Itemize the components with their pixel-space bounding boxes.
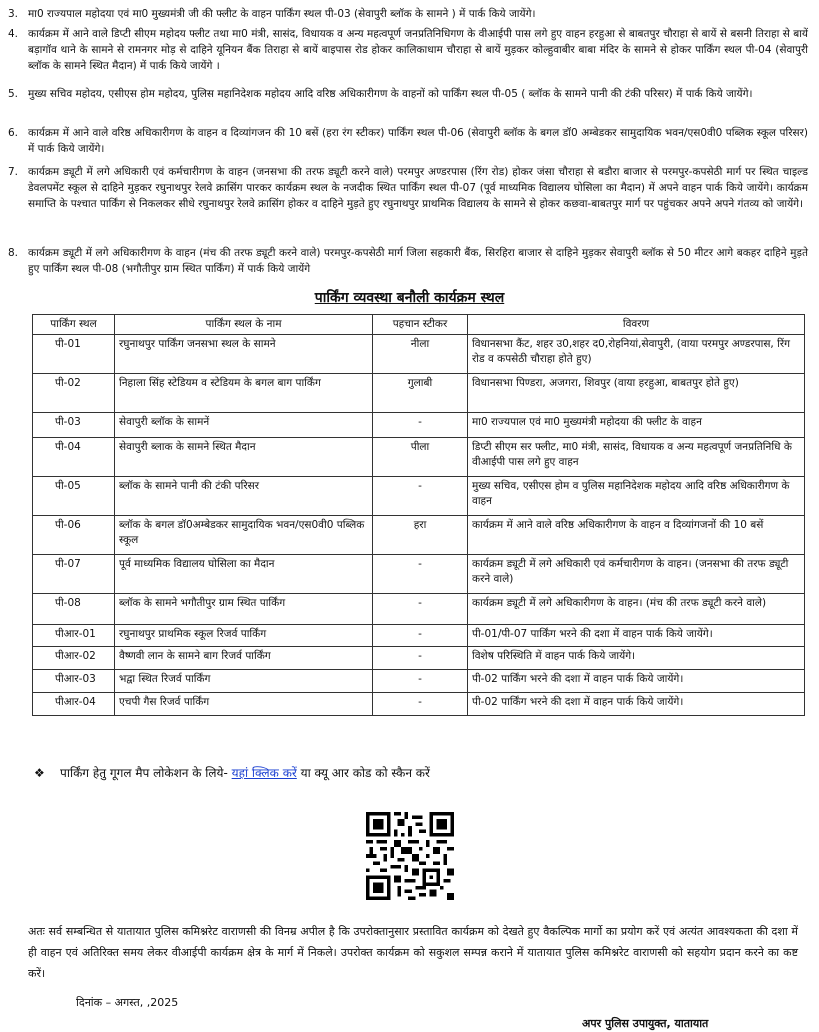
cell-name: वैष्णवी लान के सामने बाग रिजर्व पार्किंग [115,647,373,670]
map-line-prefix: पार्किंग हेतु गूगल मैप लोकेशन के लिये- [60,766,228,780]
cell-name: एचपी गैस रिजर्व पार्किंग [115,693,373,716]
cell-code: पी-07 [33,555,115,594]
cell-code: पीआर-02 [33,647,115,670]
cell-name: सेवापुरी ब्लॉक के सामनें [115,413,373,438]
cell-sticker: - [373,625,468,647]
table-row [33,374,805,413]
cell-details: कार्यक्रम ड्यूटी में लगे अधिकारीगण के वाहन। (मंच की तरफ ड्यूटी करने वाले) [468,594,805,625]
table-row [33,647,805,670]
cell-sticker: - [373,594,468,625]
cell-name: रघुनाथपुर पार्किंग जनसभा स्थल के सामने [115,335,373,374]
point-8 [8,245,808,277]
cell-details: कार्यक्रम में आने वाले वरिष्ठ अधिकारीगण के वाहन व दिव्यांगजनों की 10 बसें [468,516,805,555]
table-row [33,413,805,438]
table-row [33,438,805,477]
table-row [33,335,805,374]
cell-name: ब्लॉक के सामने भगौतीपुर ग्राम स्थित पार्किंग [115,594,373,625]
point-number: 8. [8,247,19,259]
header-sticker: पहचान स्टीकर [373,315,468,335]
map-location-line [34,764,794,782]
date-line: दिनांक – अगस्त, ,2025 [76,996,179,1009]
table-row [33,670,805,693]
parking-table [32,314,805,716]
cell-code: पीआर-01 [33,625,115,647]
table-row [33,594,805,625]
cell-code: पीआर-04 [33,693,115,716]
map-line-suffix: या क्यू आर कोड को स्कैन करें [300,766,430,780]
table-row [33,625,805,647]
cell-details: पी-02 पार्किंग भरने की दशा में वाहन पार्क किये जायेंगे। [468,670,805,693]
cell-code: पी-03 [33,413,115,438]
point-text: कार्यक्रम ड्यूटी में लगे अधिकारी एवं कर्मचारीगण के वाहन (जनसभा की तरफ ड्यूटी करने वाले) परमपुर अण्डरपास (रिंग रोड) होकर जंसा चौराहा से बडौरा बाजार से परमपुर-कपसेठी मार्ग पर स्थित चाइल्ड डेवलपमेंट स्कूल से दाहिने मुड़कर रघुनाथपुर रेलवे क्रासिंग पारकर कार्यक्रम स्थल के नजदीक स्थित पार्किंग स्थल पी-07 (पूर्व माध्यमिक विद्यालय घोसिला का मैदान) में अपने वाहन पार्क किये जायेंगे। कार्यक्रम समाप्ति के पश्चात पार्किंग से निकलकर सीधे रघुनाथपुर रेलवे क्रासिंग होकर व दाहिने मुड़ते हुए रघुनाथपुर प्राथमिक विद्यालय के सामने से होकर कछवा-बाबतपुर मार्ग पर पहुंचकर अपने अपने गंतव्य को जायेंगे। [28,166,808,210]
point-number: 4. [8,28,19,40]
cell-name: रघुनाथपुर प्राथमिक स्कूल रिजर्व पार्किंग [115,625,373,647]
point-5 [8,86,808,102]
cell-details: विधानसभा पिण्डरा, अजगरा, शिवपुर (वाया हरहुआ, बाबतपुर होते हुए) [468,374,805,413]
cell-sticker: - [373,477,468,516]
cell-sticker: गुलाबी [373,374,468,413]
cell-sticker: नीला [373,335,468,374]
cell-details: पी-01/पी-07 पार्किंग भरने की दशा में वाहन पार्क किये जायेंगे। [468,625,805,647]
cell-name: निहाला सिंह स्टेडियम व स्टेडियम के बगल बाग पार्किंग [115,374,373,413]
point-number: 7. [8,166,19,178]
cell-sticker: - [373,555,468,594]
cell-details: कार्यक्रम ड्यूटी में लगे अधिकारी एवं कर्मचारीगण के वाहन। (जनसभा की तरफ ड्यूटी करने वाले) [468,555,805,594]
table-row [33,693,805,716]
point-text: मुख्य सचिव महोदय, एसीएस होम महोदय, पुलिस महानिदेशक महोदय आदि वरिष्ठ अधिकारीगण के वाहनों को पार्किंग स्थल पी-05 ( ब्लॉक के सामने पानी की टंकी परिसर) में पार्क किये जायेंगे। [28,88,753,100]
cell-details: डिप्टी सीएम सर फ्लीट, मा0 मंत्री, सासंद, विधायक व अन्य महत्वपूर्ण जनप्रतिनिधि के वीआईपी पास लगे हुए वाहन [468,438,805,477]
cell-code: पीआर-03 [33,670,115,693]
cell-sticker: - [373,413,468,438]
point-text: कार्यक्रम ड्यूटी में लगे अधिकारीगण के वाहन (मंच की तरफ ड्यूटी करने वाले) परमपुर-कपसेठी मार्ग जिला सहकारी बैंक, सिरहिरा बाजार से दाहिने मुड़कर सेवापुरी ब्लॉक से 50 मीटर आगे बकहर दाहिने मुड़ते हुए पार्किंग स्थल पी-08 (भगौतीपुर ग्राम स्थित पार्किंग) में पार्क किये जायेंगे [28,247,808,275]
cell-sticker: - [373,647,468,670]
header-details: विवरण [468,315,805,335]
table-header-row [33,315,805,335]
point-text: कार्यक्रम में आने वाले डिप्टी सीएम महोदय फ्लीट तथा मा0 मंत्री, सासंद, विधायक व अन्य महत्वपूर्ण जनप्रतिनिधिगण के वीआईपी पास लगे हुए वाहन हरहुआ से बाबतपुर चौराहा से बायें से बसनी तिराहा से बायें बड़ागॉव थाने के सामने से रामनगर मोड़ से दाहिने यूनियन बैंक तिराहा से बायें बाइपास रोड होकर कालिकाधाम चौराहा से बायें मुड़कर कोल्हुवाबीर बाबा मंदिर के सामने से होकर पार्किंग स्थल पी-04 (सेवापुरी ब्लॉक के सामने स्थित मैदान) में पार्क किये जायेंगे । [28,28,808,72]
table-title-text: पार्किंग व्यवस्था बनौली कार्यक्रम स्थल [314,290,505,306]
table-title [0,289,819,307]
signature-line: अपर पुलिस उपायुक्त, यातायात [582,1017,709,1030]
diamond-bullet-icon: ❖ [34,766,45,780]
header-parking-place: पार्किंग स्थल [33,315,115,335]
cell-details: पी-02 पार्किंग भरने की दशा में वाहन पार्क किये जायेंगे। [468,693,805,716]
cell-details: मुख्य सचिव, एसीएस होम व पुलिस महानिदेशक महोदय आदि वरिष्ठ अधिकारीगण के वाहन [468,477,805,516]
cell-name: सेवापुरी ब्लाक के सामने स्थित मैदान [115,438,373,477]
point-text: मा0 राज्यपाल महोदया एवं मा0 मुख्यमंत्री जी की फ्लीट के वाहन पार्किंग स्थल पी-03 (सेवापुरी ब्लॉक के सामने ) में पार्क किये जायेंगे। [28,8,536,20]
cell-details: विधानसभा कैंट, शहर उ0,शहर द0,रोहनियां,सेवापुरी, (वाया परमपुर अण्डरपास, रिंग रोड व कपसेठी चौराहा होते हुए) [468,335,805,374]
cell-name: पूर्व माध्यमिक विद्यालय घोसिला का मैदान [115,555,373,594]
qr-code[interactable] [366,812,454,900]
cell-code: पी-05 [33,477,115,516]
point-4 [8,26,808,74]
point-text: कार्यक्रम में आने वाले वरिष्ठ अधिकारीगण के वाहन व दिव्यांगजन की 10 बसें (हरा रंग स्टीकर) पार्किंग स्थल पी-06 (सेवापुरी ब्लॉक के बगल डॉ0 अम्बेडकर सामुदायिक भवन/एस0वी0 पब्लिक स्कूल परिसर) में पार्क किये जायेंगे। [28,127,808,155]
point-6 [8,125,808,157]
cell-name: भद्वा स्थित रिजर्व पार्किंग [115,670,373,693]
cell-code: पी-08 [33,594,115,625]
cell-code: पी-02 [33,374,115,413]
cell-sticker: - [373,670,468,693]
map-link[interactable]: यहां क्लिक करें [231,766,297,780]
cell-name: ब्लॉक के सामने पानी की टंकी परिसर [115,477,373,516]
table-row [33,516,805,555]
cell-sticker: पीला [373,438,468,477]
cell-sticker: हरा [373,516,468,555]
cell-details: विशेष परिस्थिति में वाहन पार्क किये जायेंगे। [468,647,805,670]
point-number: 5. [8,88,19,100]
table-row [33,555,805,594]
cell-sticker: - [373,693,468,716]
table-row [33,477,805,516]
point-7 [8,164,808,212]
cell-details: मा0 राज्यपाल एवं मा0 मुख्यमंत्री महोदया की फ्लीट के वाहन [468,413,805,438]
closing-appeal: अतः सर्व सम्बन्धित से यातायात पुलिस कमिश्नरेट वाराणसी की विनम्र अपील है कि उपरोक्तानुसार प्रस्तावित कार्यक्रम को देखते हुए वैकल्पिक मार्गो का प्रयोग करें एवं अत्यंत आवश्यकता की दशा में ही वाहन एवं अतिरिक्त समय लेकर वीआईपी कार्यक्रम क्षेत्र के मार्ग में निकले। उपरोक्त कार्यक्रम को सकुशल सम्पन्न कराने में यातायात पुलिस कमिश्नरेट वाराणसी को सहयोग प्रदान करने का कष्ट करें। [28,925,798,980]
cell-code: पी-01 [33,335,115,374]
cell-code: पी-06 [33,516,115,555]
point-3 [8,6,808,22]
header-parking-name: पार्किंग स्थल के नाम [115,315,373,335]
cell-name: ब्लॉक के बगल डॉ0अम्बेडकर सामुदायिक भवन/एस0वी0 पब्लिक स्कूल [115,516,373,555]
point-number: 6. [8,127,19,139]
cell-code: पी-04 [33,438,115,477]
point-number: 3. [8,8,19,20]
